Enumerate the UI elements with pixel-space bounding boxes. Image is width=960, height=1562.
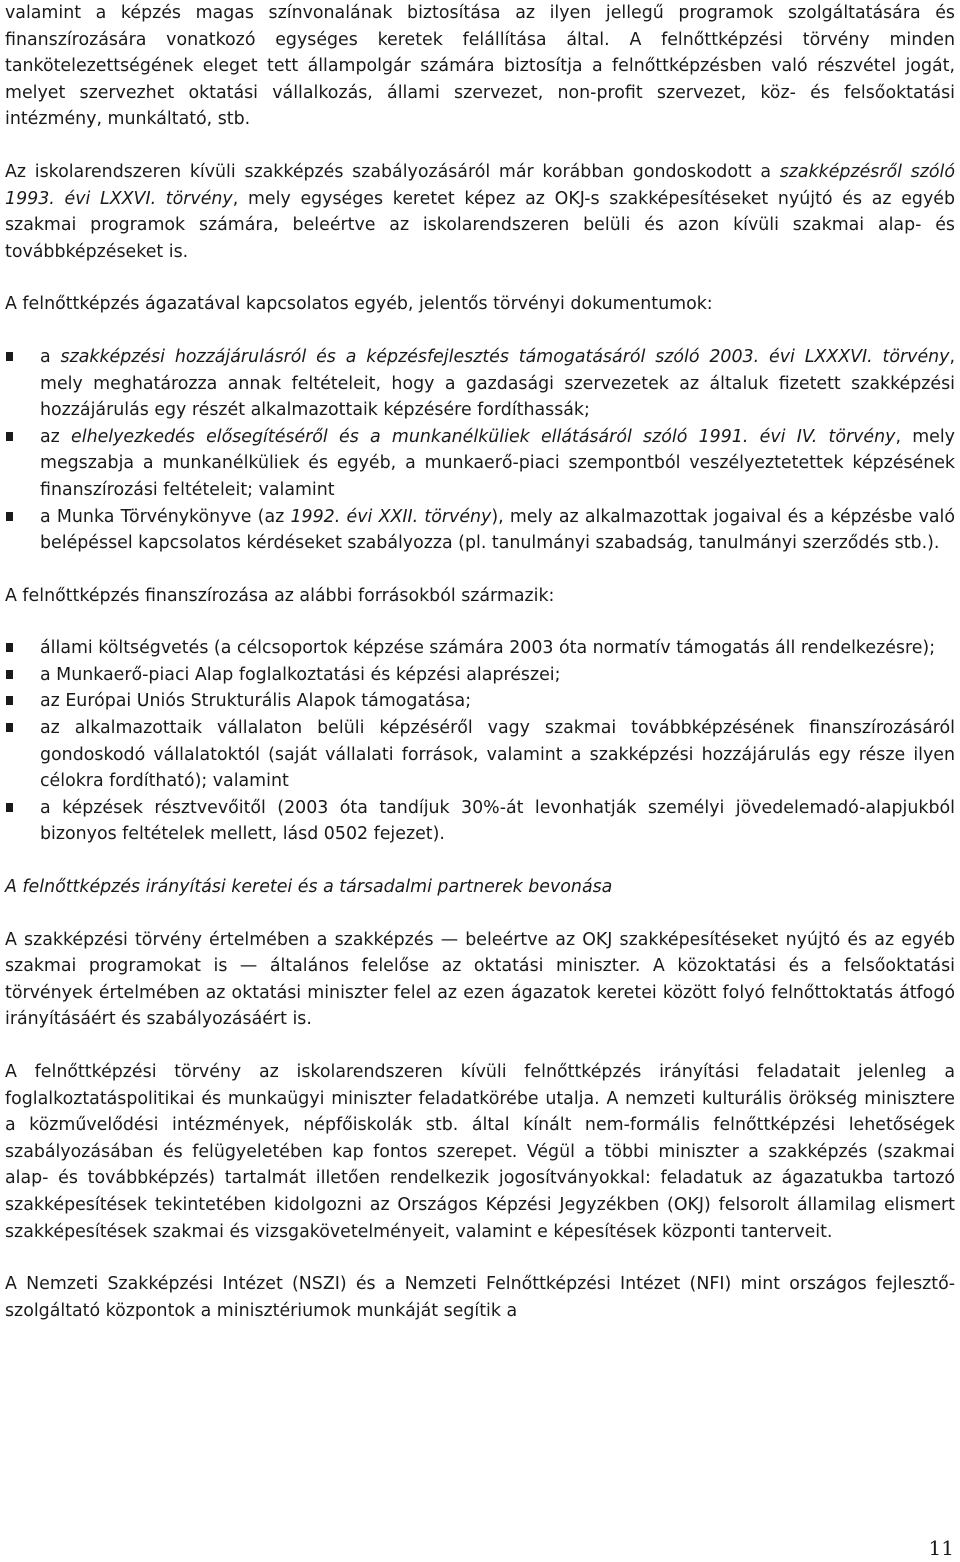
list-item	[5, 504, 955, 557]
law-citation: elhelyezkedés elősegítéséről és a munkanélküliek ellátásáról szóló 1991. évi IV. törvény	[71, 426, 896, 447]
paragraph-funding-intro: A felnőttképzés finanszírozása az alábbi forrásokból származik:	[5, 585, 555, 606]
list-item: állami költségvetés (a célcsoportok képzése számára 2003 óta normatív támogatás áll rendelkezésre);	[5, 635, 955, 662]
law-citation: szakképzésről szóló 1993. évi LXXVI. törvény	[5, 161, 955, 209]
page-number: 11	[928, 1536, 954, 1560]
paragraph-ministers: A felnőttképzési törvény az iskolarendszeren kívüli felnőttképzés irányítási feladatait jelenleg a foglalkoztatáspolitikai és munkaügyi miniszter feladatkörébe utalja. A nemzeti kulturális örökség minisztere a közművelődési intézmények, népfőiskolák stb. által kínált nem-formális felnőttképzési lehetőségek szabályozásában és felügyeletében kap fontos szerepet. Végül a többi miniszter a szakképzés (szakmai alap- és továbbképzés) tartalmát illetően rendelkezik jogosítványokkal: feladatuk az ágazatukba tartozó szakképesítések tekintetében kidolgozni az Országos Képzési Jegyzékben (OKJ) felsorolt államilag elismert szakképesítések szakmai és vizsgakövetelményeit, valamint e képesítések központi tanterveit.	[5, 1062, 955, 1242]
list-text: ), mely az alkalmazottak jogaival és a képzésbe való belépéssel kapcsolatos kérdéseket szabályozza (pl. tanulmányi szabadság, tanulmányi szerződés stb.).	[40, 506, 955, 554]
funding-list	[5, 635, 955, 848]
paragraph-documents-intro: A felnőttképzés ágazatával kapcsolatos egyéb, jelentős törvényi dokumentumok:	[5, 294, 713, 315]
document-page	[5, 0, 955, 1324]
paragraph-text: Az iskolarendszeren kívüli szakképzés szabályozásáról már korábban gondoskodott a	[5, 161, 780, 182]
list-item: a Munkaerő-piaci Alap foglalkoztatási és képzési alaprészei;	[5, 662, 955, 689]
list-text: , mely megszabja a munkanélküliek és egyéb, a munkaerő-piaci szempontból veszélyeztetettek képzésének finanszírozási feltételeit; valamint	[40, 426, 955, 500]
list-text: , mely meghatározza annak feltételeit, hogy a gazdasági szervezetek az általuk fizetett szakképzési hozzájárulás egy részét alkalmazottaik képzésére fordíthassák;	[40, 346, 955, 421]
law-citation: 1992. évi XXII. törvény	[290, 506, 492, 527]
list-item	[5, 344, 955, 424]
paragraph-intro: valamint a képzés magas színvonalának biztosítása az ilyen jellegű programok szolgáltatására és finanszírozására vonatkozó egységes keretek felállítása által. A felnőttképzési törvény minden tankötelezettségének eleget tett állampolgár számára biztosítja a felnőttképzésben való részvétel jogát, melyet szervezhet oktatási vállalkozás, állami szervezet, non-profit szervezet, köz- és felsőoktatási intézmény, munkáltató, stb.	[5, 3, 955, 130]
list-text: a	[40, 346, 61, 367]
list-text: a Munka Törvénykönyve (az	[40, 506, 291, 527]
section-heading-text: A felnőttképzés irányítási keretei és a társadalmi partnerek bevonása	[5, 877, 613, 898]
paragraph-governance: A szakképzési törvény értelmében a szakképzés — beleértve az OKJ szakképesítéseket nyújtó és az egyéb szakmai programokat is — általános felelőse az oktatási miniszter. A közoktatási és a felsőoktatási törvények értelmében az oktatási miniszter felel az ezen ágazatok keretei között folyó felnőttoktatás átfogó irányításáért és szabályozásáért is.	[5, 929, 955, 1030]
paragraph-text: , mely egységes keretet képez az OKJ-s szakképesítéseket nyújtó és az egyéb szakmai programok számára, beleértve az iskolarendszeren belüli és azon kívüli szakmai alap- és továbbképzéseket is.	[5, 188, 955, 262]
paragraph-szakkepzesi-torveny	[5, 159, 955, 265]
list-item: a képzések résztvevőitől (2003 óta tandíjuk 30%-át levonhatják személyi jövedelemadó-alapjukból bizonyos feltételek mellett, lásd 0502 fejezet).	[5, 795, 955, 848]
law-list	[5, 344, 955, 557]
paragraph-institutes: A Nemzeti Szakképzési Intézet (NSZI) és a Nemzeti Felnőttképzési Intézet (NFI) mint országos fejlesztő-szolgáltató központok a minisztériumok munkáját segítik a	[5, 1274, 955, 1321]
list-text: az	[40, 426, 72, 447]
list-item: az Európai Uniós Strukturális Alapok támogatása;	[5, 688, 955, 715]
list-item	[5, 424, 955, 504]
section-heading	[5, 874, 955, 901]
list-item: az alkalmazottaik vállalaton belüli képzéséről vagy szakmai továbbképzésének finanszírozásáról gondoskodó vállalatoktól (saját vállalati források, valamint a szakképzési hozzájárulás egy része ilyen célokra fordítható); valamint	[5, 715, 955, 795]
law-citation: szakképzési hozzájárulásról és a képzésfejlesztés támogatásáról szóló 2003. évi LXXXVI. törvény	[60, 346, 950, 367]
